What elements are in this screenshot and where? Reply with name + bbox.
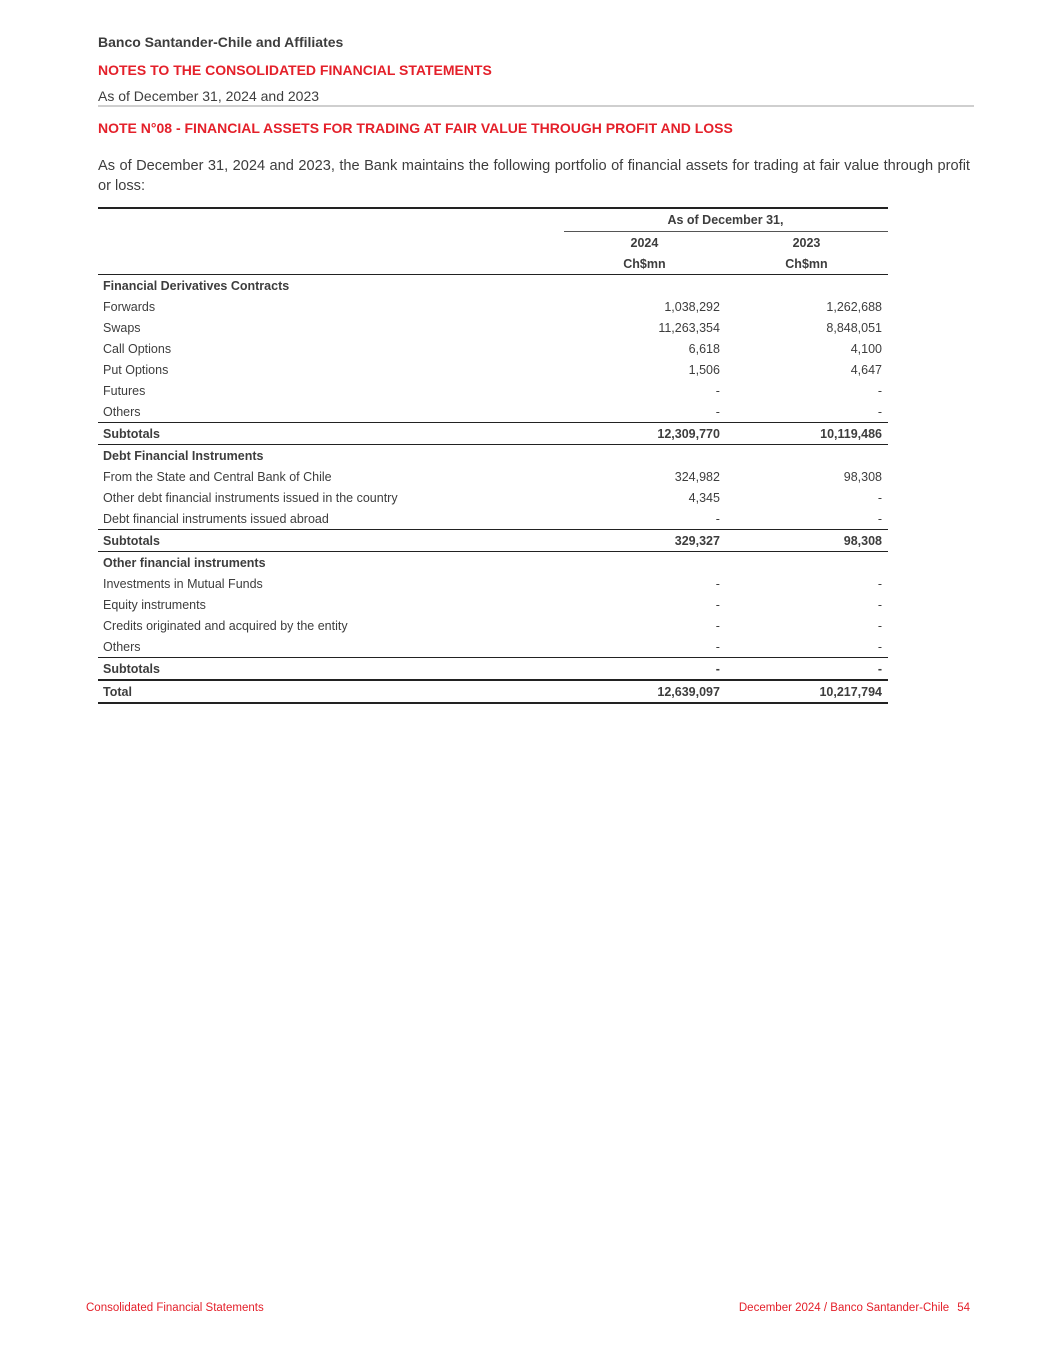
as-of-date: As of December 31, 2024 and 2023	[98, 88, 320, 104]
row-value-2024	[564, 445, 726, 467]
row-label: Subtotals	[98, 530, 564, 552]
row-label: Credits originated and acquired by the entity	[103, 618, 348, 633]
row-value-2023	[726, 275, 888, 297]
intro-paragraph: As of December 31, 2024 and 2023, the Bank maintains the following portfolio of financial assets for trading at fair value through profit or loss:	[98, 158, 970, 194]
row-label: Total	[98, 680, 564, 703]
row-label: Others	[103, 639, 141, 654]
row-value-2023: -	[726, 658, 888, 681]
footer-right-text: December 2024 / Banco Santander-Chile	[738, 1302, 950, 1314]
row-value-2023: -	[877, 639, 882, 654]
row-value-2024: -	[715, 597, 720, 612]
row-value-2023: 10,217,794	[726, 680, 888, 703]
row-value-2023: -	[877, 597, 882, 612]
table-row-section	[98, 552, 888, 574]
row-label: Call Options	[103, 341, 172, 356]
note-title: NOTE N°08 - FINANCIAL ASSETS FOR TRADING AT FAIR VALUE THROUGH PROFIT AND LOSS	[98, 120, 733, 136]
row-value-2023: 98,308	[843, 469, 882, 484]
row-value-2024: 1,506	[688, 362, 720, 377]
row-value-2024: -	[715, 576, 720, 591]
table-row-item	[98, 573, 888, 594]
year-2024-header: 2024	[630, 235, 659, 250]
row-value-2024	[564, 552, 726, 574]
row-value-2024: -	[715, 639, 720, 654]
row-value-2024: -	[564, 658, 726, 681]
row-value-2023: -	[877, 576, 882, 591]
group-header: As of December 31,	[564, 208, 888, 232]
row-value-2023: -	[877, 383, 882, 398]
financial-assets-table	[98, 207, 888, 704]
table-row-item	[98, 594, 888, 615]
table-row-total	[98, 680, 888, 703]
row-label: Other financial instruments	[103, 555, 266, 570]
year-2023-header: 2023	[792, 235, 821, 250]
table-row-subtotal	[98, 530, 888, 552]
header-divider	[98, 105, 974, 107]
row-value-2023: -	[877, 404, 882, 419]
unit-2024-header: Ch$mn	[564, 253, 726, 275]
unit-2023-header: Ch$mn	[726, 253, 888, 275]
table-year-header-row	[98, 232, 888, 254]
row-label: Financial Derivatives Contracts	[103, 278, 290, 293]
page-number: 54	[957, 1302, 970, 1314]
row-value-2023: 4,100	[850, 341, 882, 356]
row-value-2024: -	[715, 618, 720, 633]
row-label: Debt Financial Instruments	[103, 448, 264, 463]
table-row-item	[98, 380, 888, 401]
row-label: Investments in Mutual Funds	[103, 576, 263, 591]
row-label: Put Options	[103, 362, 169, 377]
header-blank	[98, 232, 564, 254]
header-blank	[98, 253, 564, 275]
row-value-2024: -	[715, 511, 720, 526]
row-label: Futures	[103, 383, 146, 398]
table-row-item	[98, 636, 888, 658]
row-value-2024: 12,309,770	[564, 423, 726, 445]
row-value-2024: 12,639,097	[564, 680, 726, 703]
row-value-2024: -	[715, 383, 720, 398]
table-row-item	[98, 317, 888, 338]
row-value-2024	[564, 275, 726, 297]
row-label: Debt financial instruments issued abroad	[103, 511, 329, 526]
table-row-item	[98, 401, 888, 423]
table-row-item	[98, 487, 888, 508]
row-label: Equity instruments	[103, 597, 206, 612]
table-group-header-row	[98, 208, 888, 232]
footer-right	[739, 1302, 970, 1314]
row-label: From the State and Central Bank of Chile	[103, 469, 332, 484]
table-row-item	[98, 359, 888, 380]
table-row-item	[98, 508, 888, 530]
header-blank	[98, 208, 564, 232]
row-value-2024: 1,038,292	[664, 299, 720, 314]
table-row-item	[98, 615, 888, 636]
row-value-2023: 8,848,051	[826, 320, 882, 335]
row-value-2023	[726, 552, 888, 574]
row-value-2024: 4,345	[688, 490, 720, 505]
row-label: Subtotals	[98, 423, 564, 445]
table-row-item	[98, 296, 888, 317]
row-value-2024: 6,618	[688, 341, 720, 356]
row-value-2023: 98,308	[726, 530, 888, 552]
table-row-subtotal	[98, 658, 888, 681]
table-row-section	[98, 445, 888, 467]
notes-title: NOTES TO THE CONSOLIDATED FINANCIAL STATEMENTS	[98, 62, 492, 78]
row-label: Subtotals	[98, 658, 564, 681]
row-value-2023: 4,647	[850, 362, 882, 377]
row-value-2024: -	[715, 404, 720, 419]
footer-left: Consolidated Financial Statements	[86, 1302, 264, 1314]
table-row-item	[98, 466, 888, 487]
row-value-2023: -	[877, 511, 882, 526]
row-value-2023: 10,119,486	[726, 423, 888, 445]
row-value-2024: 324,982	[674, 469, 720, 484]
table-unit-header-row	[98, 253, 888, 275]
company-name: Banco Santander-Chile and Affiliates	[98, 34, 344, 50]
row-label: Forwards	[103, 299, 156, 314]
row-value-2024: 329,327	[564, 530, 726, 552]
table-row-subtotal	[98, 423, 888, 445]
row-label: Swaps	[103, 320, 141, 335]
row-value-2023	[726, 445, 888, 467]
row-value-2023: 1,262,688	[826, 299, 882, 314]
row-value-2024: 11,263,354	[658, 320, 720, 335]
table-row-section	[98, 275, 888, 297]
row-value-2023: -	[877, 490, 882, 505]
row-value-2023: -	[877, 618, 882, 633]
row-label: Others	[103, 404, 141, 419]
row-label: Other debt financial instruments issued in the country	[103, 490, 398, 505]
table-row-item	[98, 338, 888, 359]
